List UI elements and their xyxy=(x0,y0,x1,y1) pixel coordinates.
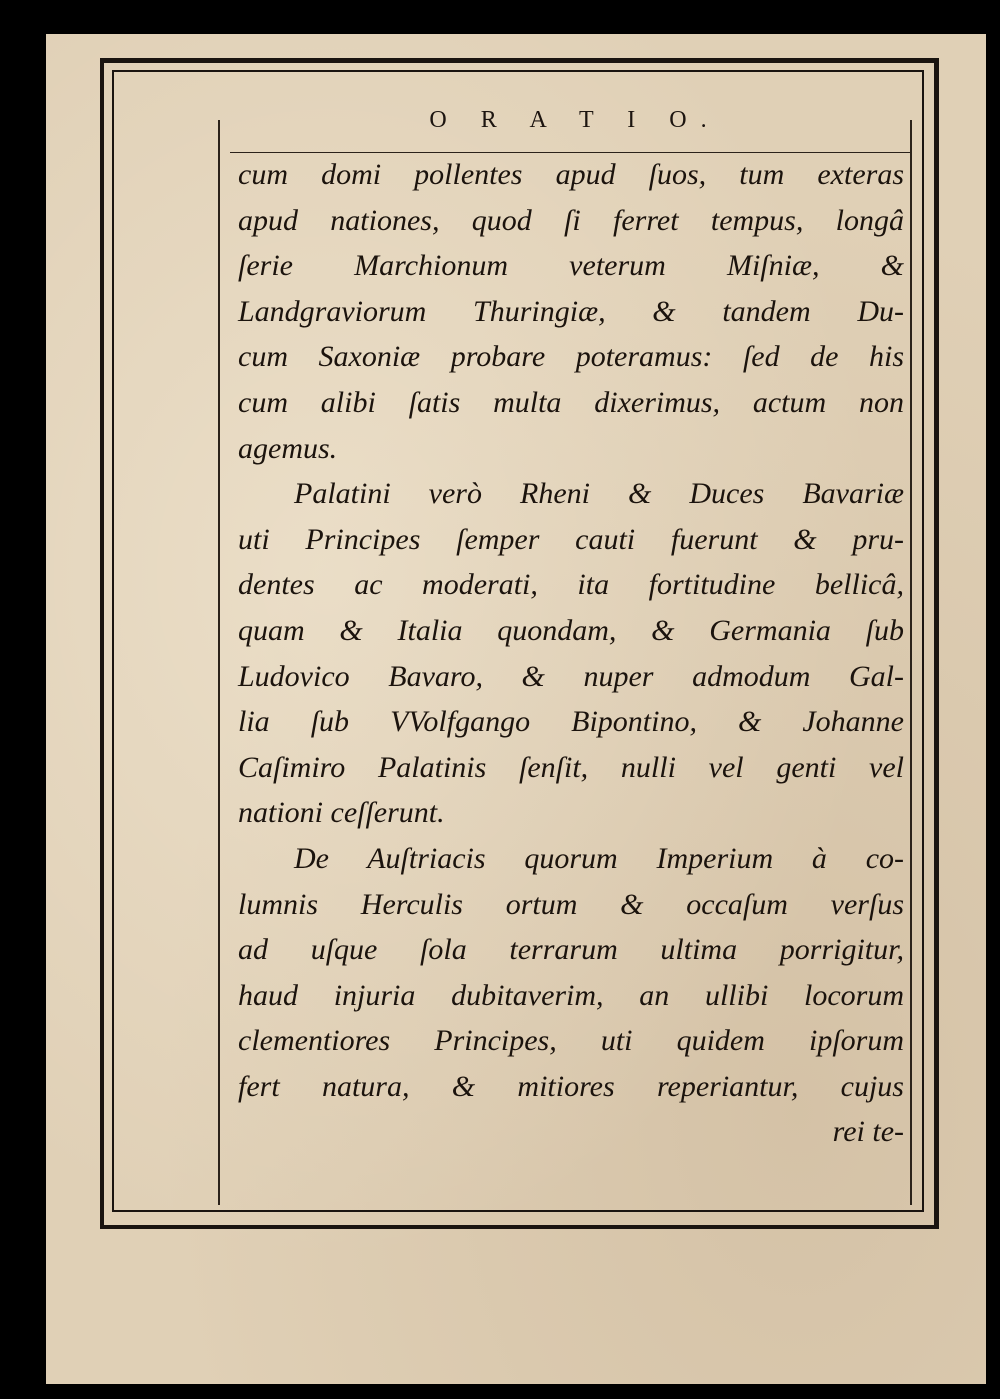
text-line: uti Principes ſemper cauti fuerunt & pru- xyxy=(238,522,904,556)
paragraph-start-line: De Auſtriacis quorum Imperium à co- xyxy=(294,841,904,875)
text-line: Ludovico Bavaro, & nuper admodum Gal- xyxy=(238,659,904,693)
text-line: haud injuria dubitaverim, an ullibi locorum xyxy=(238,978,904,1012)
body-text xyxy=(238,152,904,1155)
text-line: dentes ac moderati, ita fortitudine bellicâ, xyxy=(238,568,904,602)
text-line: lumnis Herculis ortum & occaſum verſus xyxy=(238,887,904,921)
text-line: fert natura, & mitiores reperiantur, cujus xyxy=(238,1069,904,1103)
text-line: cum alibi ſatis multa dixerimus, actum non xyxy=(238,385,904,419)
text-line: lia ſub VVolfgango Bipontino, & Johanne xyxy=(238,705,904,739)
text-line: quam & Italia quondam, & Germania ſub xyxy=(238,613,904,647)
text-line: cum domi pollentes apud ſuos, tum exteras xyxy=(238,158,904,191)
right-column-rule xyxy=(910,120,912,1205)
text-line: agemus. xyxy=(238,431,338,465)
page-header: O R A T I O. xyxy=(429,107,721,133)
text-line: Caſimiro Palatinis ſenſit, nulli vel genti vel xyxy=(238,750,904,784)
text-line: ſerie Marchionum veterum Miſniæ, & xyxy=(238,249,904,283)
text-line: Landgraviorum Thuringiæ, & tandem Du- xyxy=(238,294,904,328)
catchword: rei te- xyxy=(832,1115,904,1149)
text-line: apud nationes, quod ſi ferret tempus, longâ xyxy=(238,203,904,237)
text-line: ad uſque ſola terrarum ultima porrigitur, xyxy=(238,933,904,967)
text-line: nationi ceſſerunt. xyxy=(238,796,445,830)
text-line: clementiores Principes, uti quidem ipſorum xyxy=(238,1024,904,1058)
text-line: cum Saxoniæ probare poteramus: ſed de his xyxy=(238,340,904,374)
left-column-rule xyxy=(218,120,220,1205)
paragraph-start-line: Palatini verò Rheni & Duces Bavariæ xyxy=(294,477,904,511)
